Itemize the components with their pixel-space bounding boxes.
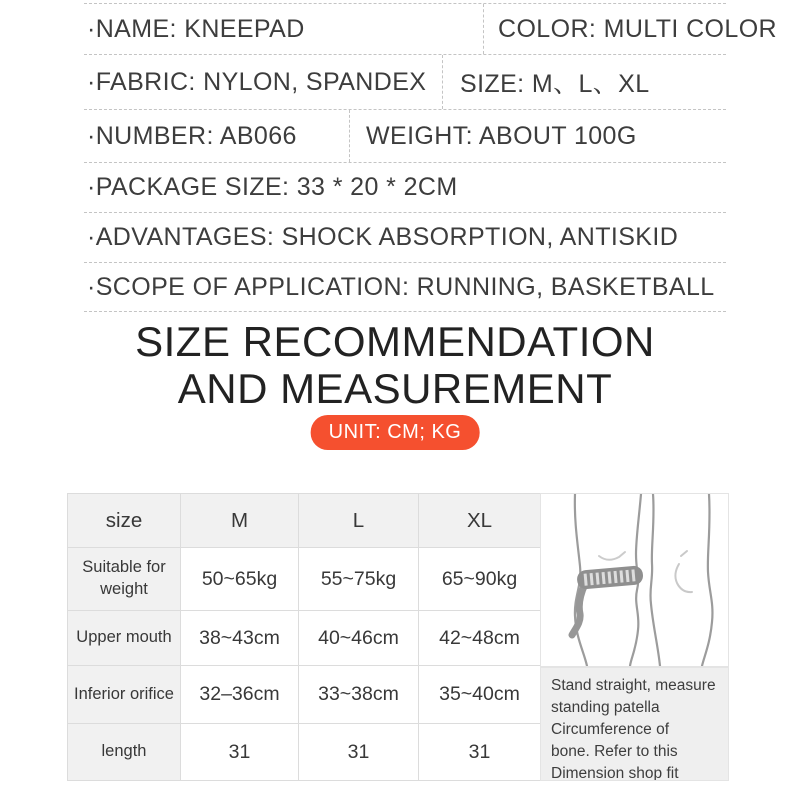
spec-weight: WEIGHT: ABOUT 100G <box>349 110 637 162</box>
note-line: Dimension shop fit <box>551 765 679 781</box>
spec-scope: ·SCOPE OF APPLICATION: RUNNING, BASKETBALL <box>87 272 715 301</box>
size-table-header-l: L <box>299 494 419 548</box>
spec-row-package <box>84 163 726 213</box>
spec-row-scope <box>84 263 726 312</box>
cell-value: 65~90kg <box>419 548 541 611</box>
unit-badge: UNIT: CM; KG <box>311 415 480 450</box>
section-title-line-1: SIZE RECOMMENDATION <box>135 318 655 365</box>
size-table <box>67 493 541 781</box>
note-line: Circumference of <box>551 721 670 738</box>
spec-number: ·NUMBER: AB066 <box>87 121 297 150</box>
spec-row-advantages <box>84 213 726 263</box>
size-table-header-size: size <box>68 494 181 548</box>
cell-value: 50~65kg <box>181 548 299 611</box>
measurement-illustration-panel <box>540 493 729 667</box>
measurement-note <box>540 667 729 781</box>
cell-value: 31 <box>181 724 299 781</box>
table-row-upper-mouth <box>68 611 541 666</box>
cell-value: 35~40cm <box>419 666 541 724</box>
note-line: standing patella <box>551 699 660 716</box>
product-specs <box>84 3 777 312</box>
row-label: length <box>68 724 181 781</box>
table-row-weight <box>68 548 541 611</box>
spec-color: COLOR: MULTI COLOR <box>483 4 777 54</box>
row-label: Upper mouth <box>68 611 181 666</box>
spec-row-fabric-size <box>84 55 726 110</box>
table-row-inferior-orifice <box>68 666 541 724</box>
spec-row-number-weight <box>84 110 726 163</box>
cell-value: 31 <box>299 724 419 781</box>
table-row-length <box>68 724 541 781</box>
cell-value: 38~43cm <box>181 611 299 666</box>
row-label: Suitable for weight <box>68 548 181 611</box>
note-line: Stand straight, measure <box>551 677 716 694</box>
spec-name: ·NAME: KNEEPAD <box>87 14 305 43</box>
cell-value: 31 <box>419 724 541 781</box>
spec-fabric: ·FABRIC: NYLON, SPANDEX <box>87 67 427 96</box>
spec-size: SIZE: M、L、XL <box>442 55 650 109</box>
size-table-header-m: M <box>181 494 299 548</box>
spec-row-name-color <box>84 4 777 55</box>
cell-value: 42~48cm <box>419 611 541 666</box>
section-title-line-2: AND MEASUREMENT <box>177 365 613 412</box>
row-label: Inferior orifice <box>68 666 181 724</box>
spec-package-size: ·PACKAGE SIZE: 33 * 20 * 2CM <box>87 173 458 201</box>
cell-value: 32–36cm <box>181 666 299 724</box>
note-line: bone. Refer to this <box>551 743 678 760</box>
size-table-header-xl: XL <box>419 494 541 548</box>
cell-value: 55~75kg <box>299 548 419 611</box>
spec-advantages: ·ADVANTAGES: SHOCK ABSORPTION, ANTISKID <box>87 223 679 251</box>
legs-knee-strap-illustration <box>541 494 728 666</box>
cell-value: 33~38cm <box>299 666 419 724</box>
section-title <box>0 318 790 412</box>
size-table-header-row <box>68 494 541 548</box>
cell-value: 40~46cm <box>299 611 419 666</box>
